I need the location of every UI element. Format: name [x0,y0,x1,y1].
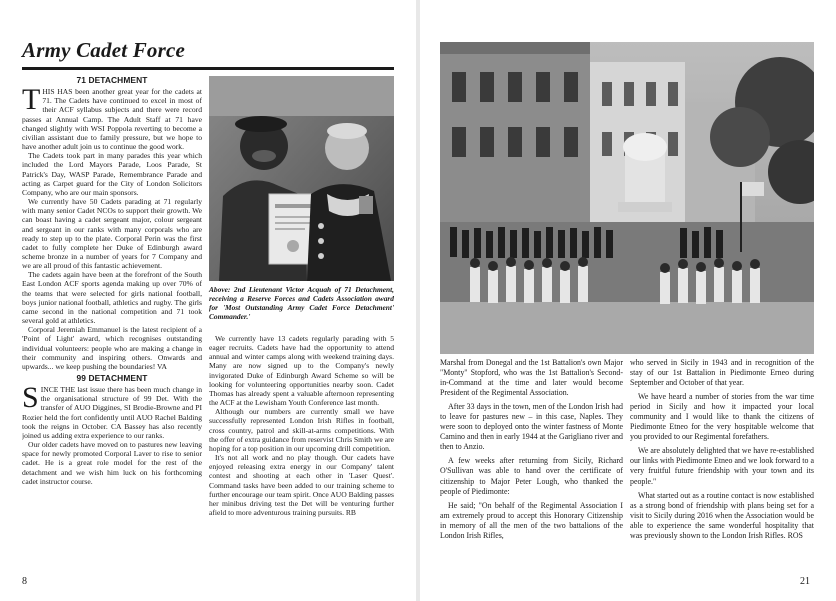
article-paragraph: Corporal Jeremiah Emmanuel is the latest recipient of a 'Point of Light' award, which recognises outstanding individual volunteers: people who are making a change in their community and inspiring others. Onwards and upwards... we keep pushing the boundaries! VA [22,325,202,371]
award-photo-image [209,76,394,281]
right-column-2 [630,358,814,570]
article-paragraph: We have heard a number of stories from the war time period in Sicily and how it impacted your local community and I would like to thank the citizens of Piedimonte Etneo for the very hospitable welcome that you provided to our Regimental forefathers. [630,392,814,442]
article-paragraph: who served in Sicily in 1943 and in recognition of the stay of our 1st Battalion in Piedimonte Erneo during September and October of that year. [630,358,814,388]
article-paragraph: The Cadets took part in many parades this year which included the Lord Mayors Parade, Loos Parade, St Patrick's Day, WASP Parade, Remembrance Parade and acting as Carpet guard for the City of London Solicitors Company, who are our main sponsors. [22,151,202,197]
section-heading-99-detachment: 99 DETACHMENT [76,373,148,383]
page-title: Army Cadet Force [22,38,186,62]
article-paragraph: A few weeks after returning from Sicily, Richard O'Sullivan was able to hand over the certificate of citizenship to Major Peter Lough, who thanked the people of Piedimonte: [440,456,623,496]
article-paragraph: THIS HAS been another great year for the cadets at 71. The Cadets have continued to excel in most of their ACF syllabus subjects and there were record passes at Annual Camp. The Adult Staff at 71 have changed slightly with WSI Poppola reverting to become a civilian assistant due to family pressure, but we hope to have another adult join us to continue the good work. [22,83,202,152]
article-paragraph: SINCE THE last issue there has been much change in the organisational structure of 99 Det. With the transfer of AUO Diggines, SI Brodie-Browne and PI Rozier held the fort confidently until AUO Rachel Balding took the reigns in October. CA Bassey has also recently joined us adding extra experience to our ranks. [22,381,202,440]
article-paragraph: What started out as a routine contact is now established as a strong bond of friendship with plans being set for a visit to Sicily during 2016 when the Association would be able to experience the same wonderful hospitality that was previously shown to the London Irish Rifles. ROS [630,490,814,540]
article-paragraph: The cadets again have been at the forefront of the South East London ACF sports agenda making up over 70% of the teams that were selected for girls national football, boys junior national football, athletics and rugby. The girls came second in the national competition and 71 took several gold at athletics. [22,270,202,326]
right-column-1 [440,358,623,570]
section-heading-71-detachment: 71 DETACHMENT [76,76,148,85]
title-rule [22,67,394,70]
ceremony-photo [440,42,814,354]
drop-cap: T [22,83,41,117]
article-paragraph: Our older cadets have moved on to pastures new leaving space for newly promoted Corporal Laver to rise to senior cadet. He is a great role model for the rest of the detachment and we wish him luck on his forthcoming cadet instructor course. [22,440,202,486]
article-paragraph: We currently have 13 cadets regularly parading with 5 eager recruits. Cadets have had the opportunity to attend annual and winter camps along with weekend training days. Many are now signed up to the Company's newly invigorated Duke of Edinburgh Award Scheme so will be looking for volunteering opportunities nearby soon. Cadet Thomas has already spent a valuable afternoon representing the ACF at the Lewisham Youth Conference last month. [209,334,394,408]
article-paragraph: After 33 days in the town, men of the London Irish had to leave for pastures new – in this case, Naples. They were soon to deployed onto the winter fastness of Monte Camino and then in early 1944 at the Garigliano river and then to Anzio. [440,402,623,452]
article-paragraph: It's not all work and no play though. Our cadets have enjoyed releasing extra energy in our Company' talent contest and shooting at each other in 'Laser Quest'. Command tasks have been added to our training scheme to further encourage our team spirit. Once AUO Balding passes her minibus driving test the Det will be venturing further afield to more adventurous training pursuits. RB [209,453,394,517]
article-paragraph: Marshal from Donegal and the 1st Battalion's own Major "Monty" Stopford, who was the 1st Battalion's Second-in-Command at the time and later would become President of the Regimental Association. [440,358,623,398]
drop-cap: S [22,381,39,415]
page-number-left: 8 [22,576,27,587]
ceremony-photo-image [440,42,814,354]
right-page [420,0,836,601]
article-paragraph: He said; "On behalf of the Regimental Association I am extremely proud to accept this Honorary Citizenship in memory of all the men of the two battalions of the London Irish Rifles, [440,500,623,540]
award-photo [209,76,394,281]
page-number-right: 21 [800,576,810,587]
left-column-2 [209,334,394,572]
article-paragraph: We are absolutely delighted that we have re-established our links with Piedimonte Etneo and we look forward to a very fruitful future friendship with your town and its people." [630,446,814,486]
article-paragraph: We currently have 50 Cadets parading at 71 regularly with many senior Cadet NCOs to support their growth. We can boast having a cadet sergeant major, colour sergeant and sergeant in our ranks with many corporals who are ready to step up to the plate. Corporal Perin was the first cadet to fully complete her Duke of Edinburgh award scheme bronze in a number of years for 7 Company and we are all proud of this fantastic achievement. [22,197,202,271]
left-page [0,0,416,601]
left-column-1 [22,76,202,570]
article-paragraph: Although our numbers are currently small we have successfully represented London Irish Rifles in football, cross country, patrol and skill-at-arms competitions. With the offer of extra guidance from reservist Chris Smith we are hoping for a top position in our upcoming drill competition. [209,407,394,453]
photo-caption: Above: 2nd Lieutenant Victor Acquah of 71 Detachment, receiving a Reserve Forces and Cadets Association award for 'Most Outstanding Army Cadet Force Detachment' Commander.' [209,285,394,321]
